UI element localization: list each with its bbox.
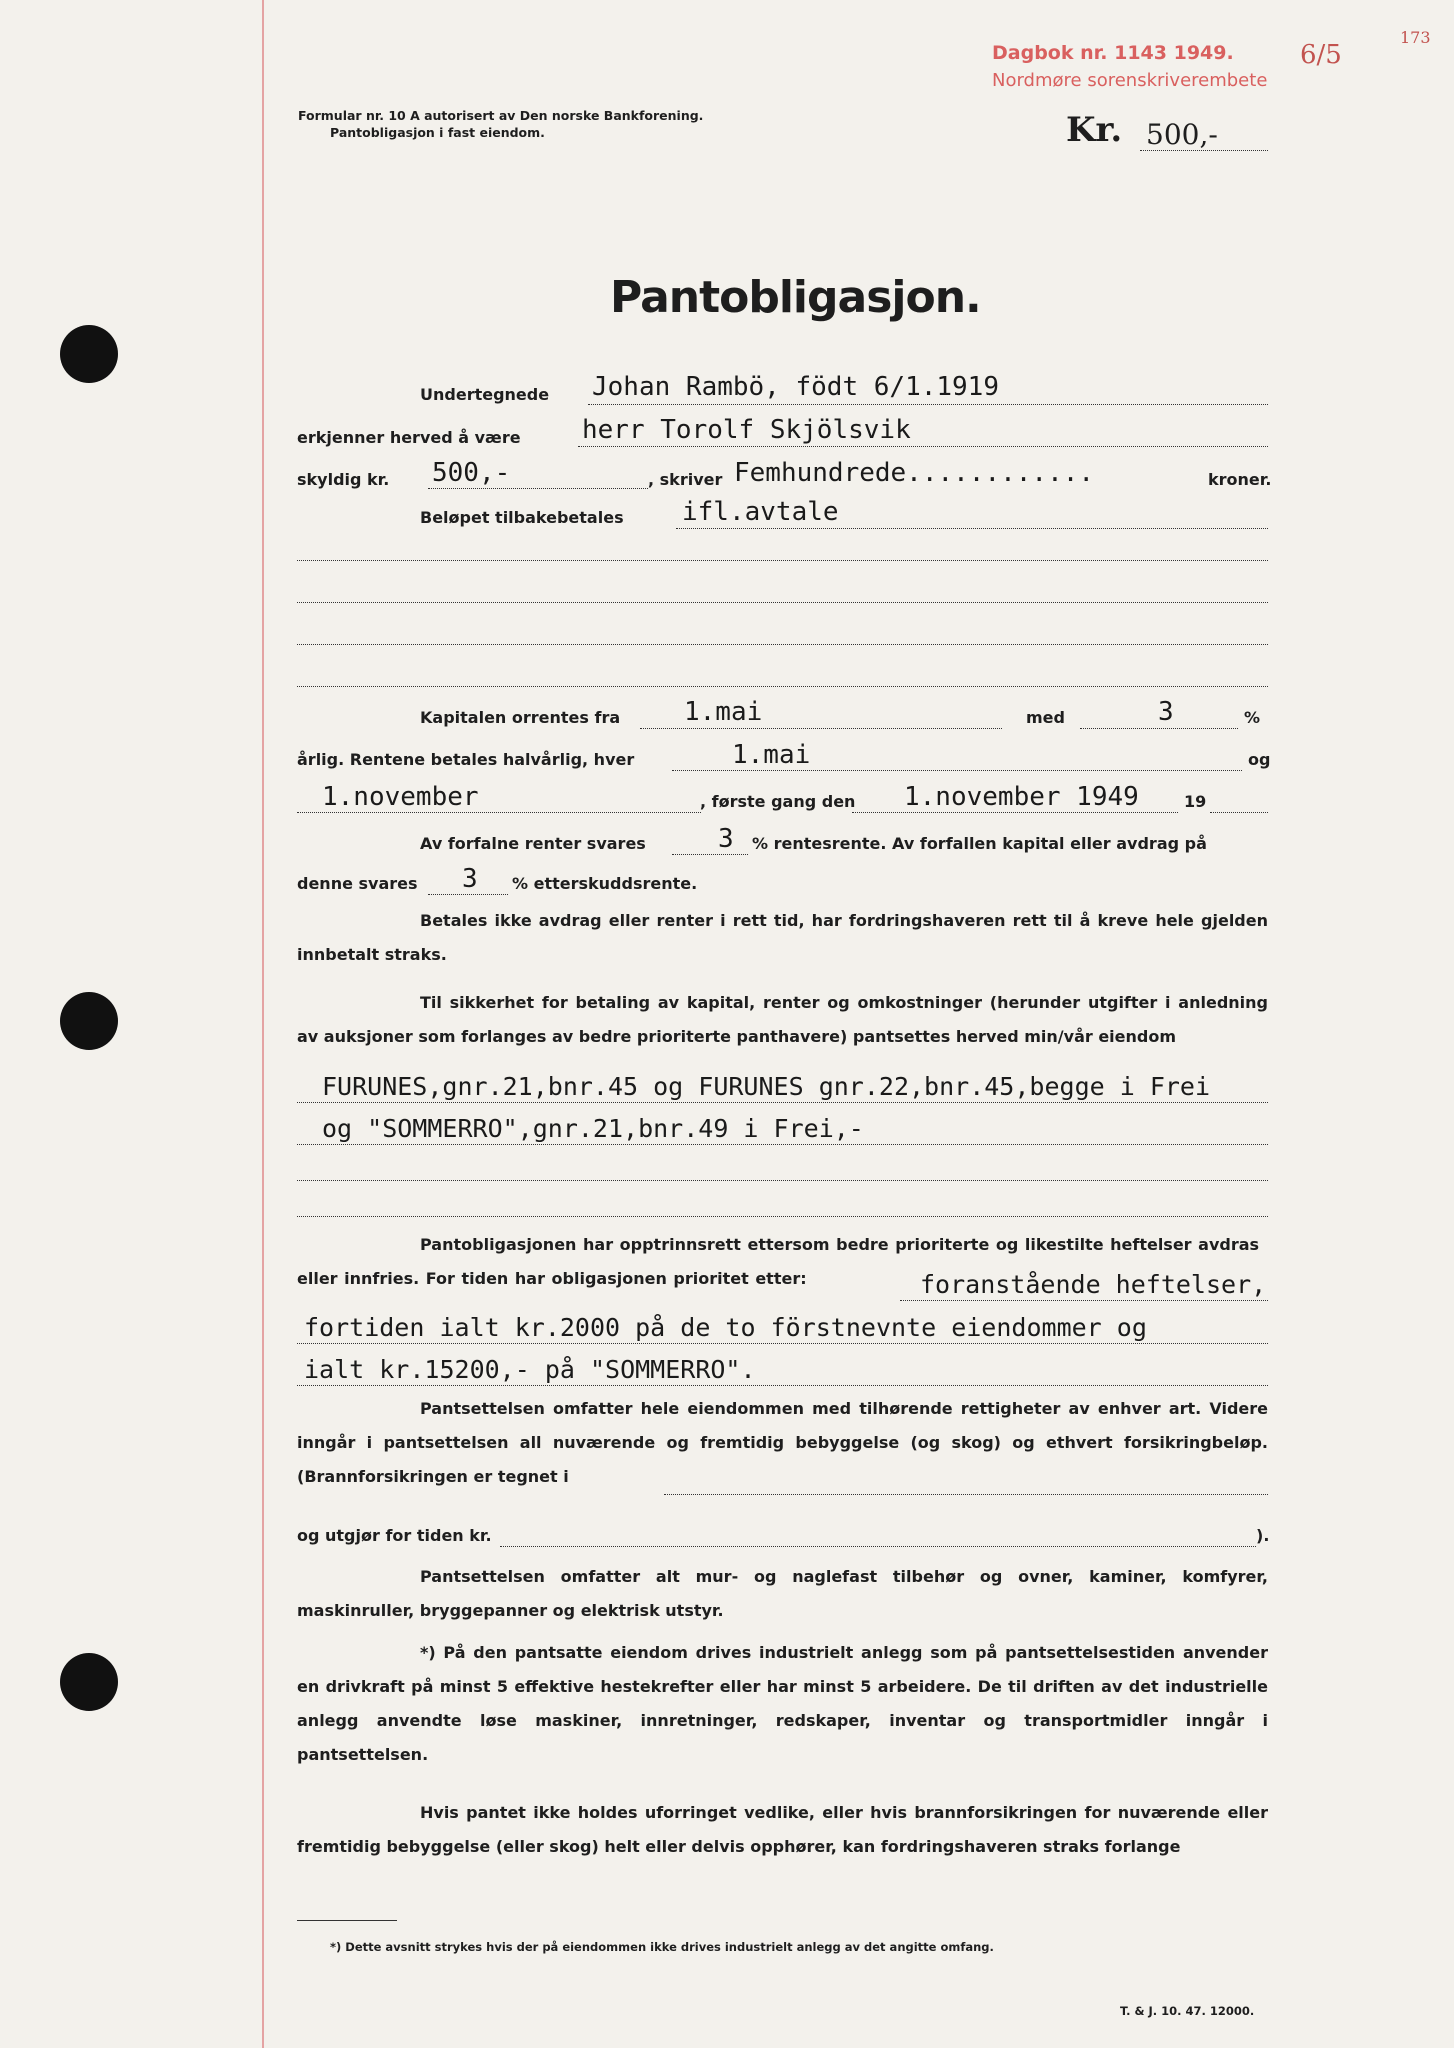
interest-date1-line [672, 770, 1242, 771]
sum-label: skyldig kr. [297, 470, 390, 489]
repayment-line [676, 528, 1268, 529]
scope-clause: Pantsettelsen omfatter hele eiendommen med tilhørende rettigheter av enhver art. Videre inngår i pantsettelsen all nuværende og fremtidig bebyggelse (og skog) og ethvert forsikringbeløp. (Brannforsikringen er tegnet i [297, 1399, 1268, 1486]
debtor-label: Undertegnede [420, 385, 550, 404]
blank-line [297, 1216, 1268, 1217]
late-interest-pre: Av forfalne renter svares [420, 834, 646, 853]
handwritten-date: 6/5 [1300, 40, 1342, 70]
insurance-close: ). [1256, 1526, 1270, 1545]
property-line2: og "SOMMERRO",gnr.21,bnr.49 i Frei,- [322, 1114, 864, 1143]
registry-stamp-line2: Nordmøre sorenskriverembete [992, 70, 1268, 91]
amount-value: 500,- [1146, 118, 1218, 151]
interest-year-line [1210, 812, 1268, 813]
debtor-line [588, 404, 1268, 405]
repayment-value: ifl.avtale [682, 497, 839, 527]
priority-typed2: fortiden ialt kr.2000 på de to förstnevnte eiendommer og [304, 1313, 1147, 1342]
repayment-label: Beløpet tilbakebetales [420, 508, 624, 527]
interest-first-line [852, 812, 1178, 813]
creditor-value: herr Torolf Skjölsvik [582, 415, 911, 445]
sum-value: 500,- [432, 458, 511, 488]
formular-line1: Formular nr. 10 A autorisert av Den norske Bankforening. [298, 108, 704, 123]
default-clause: Betales ikke avdrag eller renter i rett tid, har fordringshaveren rett til å kreve hele gjelden innbetalt straks. [297, 911, 1268, 964]
punch-hole [60, 992, 118, 1050]
interest-og: og [1248, 750, 1271, 769]
page-number: 173 [1400, 28, 1431, 47]
blank-line [297, 686, 1268, 687]
priority-line [297, 1385, 1268, 1386]
priority-clause: Pantobligasjonen har opptrinnsrett ettersom bedre prioriterte og likestilte heftelser avdras eller innfries. For tiden har obligasjonen prioritet etter: [297, 1235, 1260, 1288]
after-interest-pre: denne svares [297, 874, 418, 893]
fixtures-clause: Pantsettelsen omfatter alt mur- og naglefast tilbehør og ovner, kaminer, komfyrer, maskinruller, bryggepanner og elektrisk utstyr. [297, 1567, 1268, 1620]
insurance-value-label: og utgjør for tiden kr. [297, 1526, 492, 1545]
amount-line [1140, 150, 1268, 151]
interest-pct: % [1244, 708, 1261, 727]
blank-line [297, 1180, 1268, 1181]
document-title: Pantobligasjon. [610, 272, 981, 323]
interest-first-label: , første gang den [700, 792, 856, 811]
blank-line [297, 602, 1268, 603]
priority-typed1: foranstående heftelser, [920, 1270, 1267, 1299]
formular-line2: Pantobligasjon i fast eiendom. [330, 125, 545, 140]
priority-line [297, 1343, 1268, 1344]
debtor-value: Johan Rambö, födt 6/1.1919 [592, 372, 999, 402]
interest-rate-line [1080, 728, 1238, 729]
industrial-clause: *) På den pantsatte eiendom drives industrielt anlegg som på pantsettelsestiden anvender en drivkraft på minst 5 effektive hestekrefter eller har minst 5 arbeidere. De til driften av det industrielle anlegg anvendte løse maskiner, innretninger, redskaper, inventar og transportmidler inngår i pantsettelsen. [297, 1643, 1268, 1764]
printer-mark: T. & J. 10. 47. 12000. [1120, 2004, 1255, 2018]
footnote: *) Dette avsnitt strykes hvis der på eiendommen ikke drives industrielt anlegg av det angitte omfang. [330, 1940, 994, 1954]
interest-first-date: 1.november 1949 [904, 782, 1139, 812]
interest-semiannual-label: årlig. Rentene betales halvårlig, hver [297, 750, 635, 769]
interest-from-value: 1.mai [684, 697, 763, 727]
interest-date2-line [297, 812, 701, 813]
punch-hole [60, 1653, 118, 1711]
late-interest-rate: 3 [718, 824, 734, 854]
interest-from-label: Kapitalen orrentes fra [420, 708, 621, 727]
interest-year-suffix: 19 [1184, 792, 1207, 811]
after-interest-rate: 3 [462, 864, 478, 894]
interest-date2: 1.november [322, 782, 479, 812]
priority-line [900, 1300, 1268, 1301]
creditor-label: erkjenner herved å være [297, 428, 521, 447]
late-interest-post: % rentesrente. Av forfallen kapital eller avdrag på [752, 834, 1207, 853]
punch-hole [60, 325, 118, 383]
late-interest-line [672, 854, 748, 855]
interest-from-line [640, 728, 1002, 729]
blank-line [297, 560, 1268, 561]
creditor-line [578, 446, 1268, 447]
property-underline [297, 1102, 1268, 1103]
property-underline [297, 1144, 1268, 1145]
blank-line [297, 644, 1268, 645]
interest-rate: 3 [1158, 697, 1174, 727]
insurance-line [664, 1494, 1268, 1495]
property-line1: FURUNES,gnr.21,bnr.45 og FURUNES gnr.22,bnr.45,begge i Frei [322, 1072, 1211, 1101]
maintenance-clause: Hvis pantet ikke holdes uforringet vedlike, eller hvis brannforsikringen for nuværende eller fremtidig bebyggelse (eller skog) helt eller delvis opphører, kan fordringshaveren straks forlange [297, 1803, 1268, 1856]
after-interest-post: % etterskuddsrente. [512, 874, 698, 893]
priority-typed3: ialt kr.15200,- på "SOMMERRO". [304, 1355, 756, 1384]
margin-line [262, 0, 264, 2048]
sum-written-label: , skriver [648, 470, 723, 489]
sum-written-value: Femhundrede............ [734, 458, 1095, 488]
insurance-value-line [500, 1546, 1256, 1547]
interest-date1: 1.mai [732, 740, 811, 770]
footnote-rule [297, 1920, 397, 1921]
amount-label: Kr. [1066, 110, 1123, 150]
sum-line [428, 488, 648, 489]
after-interest-line [428, 894, 508, 895]
registry-stamp-line1: Dagbok nr. 1143 1949. [992, 42, 1234, 64]
sum-suffix: kroner. [1208, 470, 1272, 489]
interest-med-label: med [1026, 708, 1065, 727]
security-clause: Til sikkerhet for betaling av kapital, renter og omkostninger (herunder utgifter i anledning av auksjoner som forlanges av bedre prioriterte panthavere) pantsettes herved min/vår eiendom [297, 993, 1268, 1046]
